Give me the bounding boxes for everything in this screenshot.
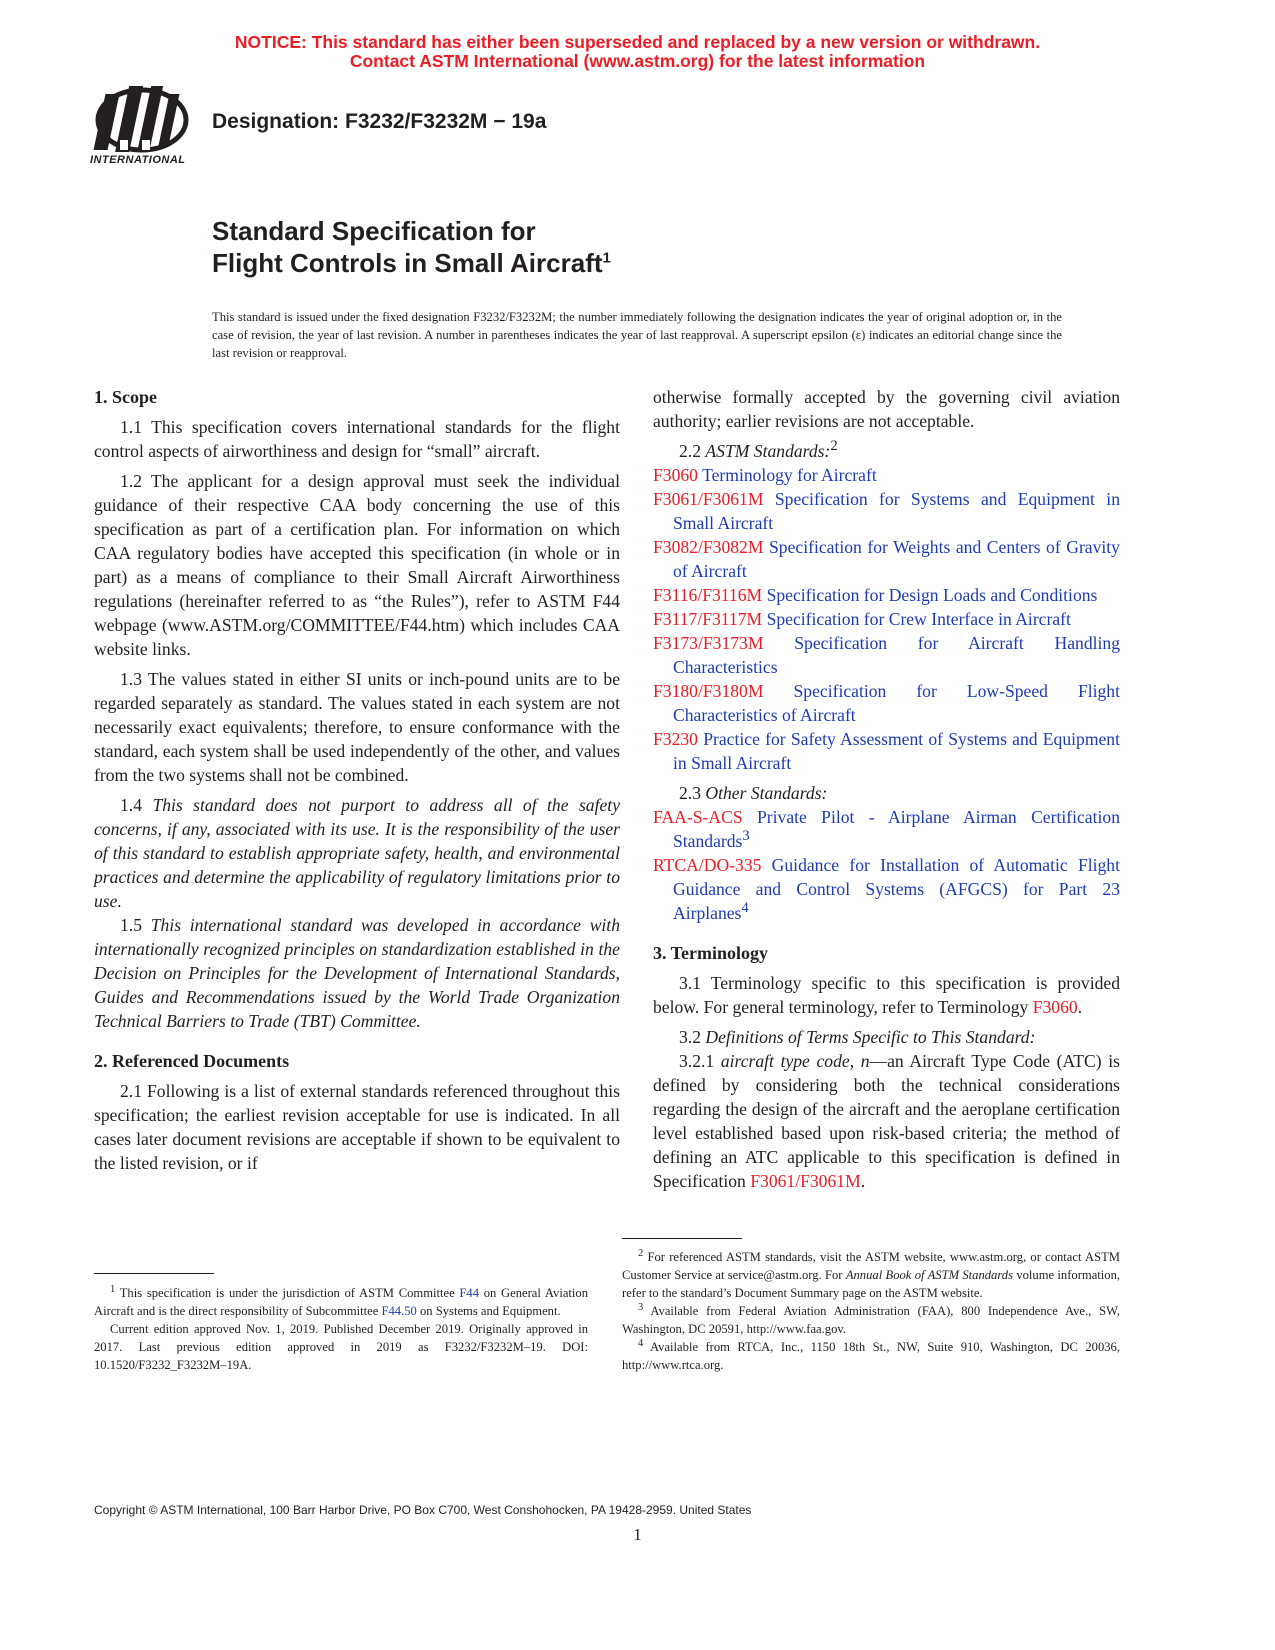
astm-standard-item[interactable] bbox=[653, 487, 1120, 535]
para-1-3: 1.3 The values stated in either SI units or inch-pound units are to be regarded separately as standard. The values stated in each system are not necessarily exact equivalents; therefore, to ensure conformance with the standard, each system shall be used independently of the other, and values from the two systems shall not be combined. bbox=[94, 669, 620, 785]
astm-standard-title[interactable]: Specification for Design Loads and Conditions bbox=[766, 585, 1098, 605]
designation: Designation: F3232/F3232M − 19a bbox=[212, 110, 547, 133]
other-standard-title[interactable]: Private Pilot - Airplane Airman Certification Standards bbox=[673, 807, 1120, 851]
astm-standard-title[interactable]: Specification for Low-Speed Flight Characteristics of Aircraft bbox=[673, 681, 1120, 725]
title-line-2: Flight Controls in Small Aircraft$^1$ bbox=[212, 248, 611, 278]
astm-standard-title[interactable]: Terminology for Aircraft bbox=[702, 465, 877, 485]
notice-line-1: NOTICE: This standard has either been superseded and replaced by a new version or withdrawn. bbox=[234, 32, 1041, 52]
para-1-1: 1.1 This specification covers international standards for the flight control aspects of airworthiness and design for “small” aircraft. bbox=[94, 417, 620, 461]
astm-standard-item[interactable] bbox=[653, 607, 1120, 631]
notice-banner bbox=[0, 33, 1275, 71]
astm-standard-item[interactable] bbox=[653, 535, 1120, 583]
para-1-5: 1.5 This international standard was developed in accordance with internationally recognized principles on standardization established in the Decision on Principles for the Development of International Standards, Guides and Recommendations issued by the World Trade Organization Technical Barriers to Trade (TBT) Committee. bbox=[94, 915, 620, 1031]
astm-standard-code[interactable]: F3082/F3082M bbox=[653, 537, 764, 557]
footnotes-left bbox=[94, 1284, 588, 1374]
specification-f3061-link[interactable]: F3061/F3061M bbox=[750, 1171, 861, 1191]
other-standard-footnote-ref: 4 bbox=[741, 900, 749, 917]
para-3-2: 3.2 Definitions of Terms Specific to This Standard: bbox=[679, 1027, 1036, 1047]
astm-standard-title[interactable]: Specification for Crew Interface in Aircraft bbox=[766, 609, 1071, 629]
astm-standard-item[interactable] bbox=[653, 631, 1120, 679]
astm-standard-title[interactable]: Specification for Aircraft Handling Characteristics bbox=[673, 633, 1120, 677]
para-3-2-1: 3.2.1 aircraft type code, n—an Aircraft Type Code (ATC) is defined by considering both the technical considerations regarding the design of the aircraft and the aeroplane certification level established based upon risk-based criteria; the method of defining an ATC applicable to this specification is defined in Specification F3061/F3061M. bbox=[653, 1051, 1121, 1191]
section-heading-referenced-documents: 2. Referenced Documents bbox=[94, 1051, 290, 1071]
preamble: This standard is issued under the fixed designation F3232/F3232M; the number immediately following the designation indicates the year of original adoption or, in the case of revision, the year of last revision. A number in parentheses indicates the year of last reapproval. A superscript epsilon (ε) indicates an editorial change since the last revision or reapproval. bbox=[212, 310, 1062, 360]
terminology-f3060-link[interactable]: F3060 bbox=[1032, 997, 1078, 1017]
other-standard-code[interactable]: FAA-S-ACS bbox=[653, 807, 743, 827]
astm-standard-title[interactable]: Specification for Weights and Centers of Gravity of Aircraft bbox=[673, 537, 1120, 581]
other-standard-footnote-ref: 3 bbox=[742, 828, 750, 845]
other-standard-item[interactable] bbox=[653, 853, 1120, 925]
footnote-1-edition: Current edition approved Nov. 1, 2019. Published December 2019. Originally approved in 2017. Last previous edition approved in 2019 as F3232/F3232M–19. DOI: 10.1520/F3232_F3232M–19A. bbox=[94, 1322, 588, 1372]
astm-standard-code[interactable]: F3060 bbox=[653, 465, 698, 485]
footnote-1: $^1$ This specification is under the jurisdiction of ASTM Committee F44 on General Aviation Aircraft and is the direct responsibility of Subcommittee F44.50 on Systems and Equipment. bbox=[94, 1283, 589, 1318]
astm-standard-code[interactable]: F3180/F3180M bbox=[653, 681, 764, 701]
page-number: 1 bbox=[633, 1525, 642, 1544]
other-standards-list bbox=[653, 805, 1120, 925]
other-standard-item[interactable] bbox=[653, 805, 1120, 853]
footnote-3: $^3$ Available from Federal Aviation Administration (FAA), 800 Independence Ave., SW, Washington, DC 20591, http://www.faa.gov. bbox=[622, 1301, 1120, 1336]
astm-standard-code[interactable]: F3117/F3117M bbox=[653, 609, 763, 629]
committee-f44-link[interactable]: F44 bbox=[459, 1286, 479, 1300]
footnote-rule-left bbox=[94, 1273, 214, 1274]
para-1-2: 1.2 The applicant for a design approval must seek the individual guidance of their respective CAA body concerning the use of this specification as part of a certification plan. For information on which CAA regulatory bodies have accepted this specification (in whole or in part) as a means of compliance to their Small Aircraft Airworthiness regulations (hereinafter referred to as “the Rules”), refer to ASTM F44 webpage (www.ASTM.org/COMMITTEE/F44.htm) which includes CAA website links. bbox=[94, 471, 620, 659]
para-2-1-cont: otherwise formally accepted by the governing civil aviation authority; earlier revisions are not acceptable. bbox=[653, 387, 1120, 431]
notice-line-2: Contact ASTM International (www.astm.org) for the latest information bbox=[349, 51, 926, 71]
subcommittee-link[interactable]: F44.50 bbox=[381, 1304, 417, 1318]
astm-standard-item[interactable] bbox=[653, 583, 1120, 607]
astm-standard-item[interactable] bbox=[653, 727, 1120, 775]
para-3-1: 3.1 Terminology specific to this specification is provided below. For general terminology, refer to Terminology F3060. bbox=[653, 973, 1120, 1017]
astm-standard-item[interactable] bbox=[653, 463, 1120, 487]
para-1-4: 1.4 This standard does not purport to address all of the safety concerns, if any, associated with its use. It is the responsibility of the user of this standard to establish appropriate safety, health, and environmental practices and determine the applicability of regulatory limitations prior to use. bbox=[94, 795, 620, 911]
astm-standard-title[interactable]: Practice for Safety Assessment of Systems and Equipment in Small Aircraft bbox=[673, 729, 1120, 773]
footnote-rule-right bbox=[622, 1238, 742, 1239]
other-standard-title[interactable]: Guidance for Installation of Automatic Flight Guidance and Control Systems (AFGCS) for Part 23 Airplanes bbox=[673, 855, 1120, 923]
astm-standards-list bbox=[653, 463, 1120, 775]
astm-standard-code[interactable]: F3061/F3061M bbox=[653, 489, 764, 509]
astm-standard-code[interactable]: F3173/F3173M bbox=[653, 633, 764, 653]
para-2-3: 2.3 Other Standards: bbox=[679, 783, 828, 803]
astm-standard-title[interactable]: Specification for Systems and Equipment in Small Aircraft bbox=[673, 489, 1120, 533]
footnote-4: $^4$ Available from RTCA, Inc., 1150 18th St., NW, Suite 910, Washington, DC 20036, http://www.rtca.org. bbox=[622, 1337, 1120, 1372]
astm-standard-code[interactable]: F3116/F3116M bbox=[653, 585, 763, 605]
other-standard-code[interactable]: RTCA/DO-335 bbox=[653, 855, 762, 875]
astm-standard-code[interactable]: F3230 bbox=[653, 729, 698, 749]
title-footnote-ref: 1 bbox=[602, 249, 611, 267]
left-column bbox=[94, 385, 620, 1175]
footnotes-right bbox=[622, 1248, 1120, 1374]
astm-logo bbox=[92, 82, 192, 172]
page-title bbox=[212, 215, 611, 279]
footnote-2: $^2$ For referenced ASTM standards, visit the ASTM website, www.astm.org, or contact ASTM Customer Service at service@astm.org. For Annual Book of ASTM Standards volume information, refer to the standard’s Document Summary page on the ASTM website. bbox=[622, 1247, 1121, 1300]
para-2-1: 2.1 Following is a list of external standards referenced throughout this specification; the earliest revision acceptable for use is indicated. In all cases later document revisions are acceptable if shown to be equivalent to the listed revision, or if bbox=[94, 1081, 620, 1173]
para-2-2: 2.2 ASTM Standards:$^2$ bbox=[679, 438, 838, 461]
right-column bbox=[653, 385, 1120, 1193]
section-heading-terminology: 3. Terminology bbox=[653, 943, 769, 963]
astm-standard-item[interactable] bbox=[653, 679, 1120, 727]
logo-text: INTERNATIONAL bbox=[90, 154, 186, 166]
section-heading-scope: 1. Scope bbox=[94, 387, 157, 407]
copyright: Copyright © ASTM International, 100 Barr Harbor Drive, PO Box C700, West Conshohocken, PA 19428-2959. United States bbox=[94, 1503, 752, 1517]
title-line-1: Standard Specification for bbox=[212, 216, 536, 246]
